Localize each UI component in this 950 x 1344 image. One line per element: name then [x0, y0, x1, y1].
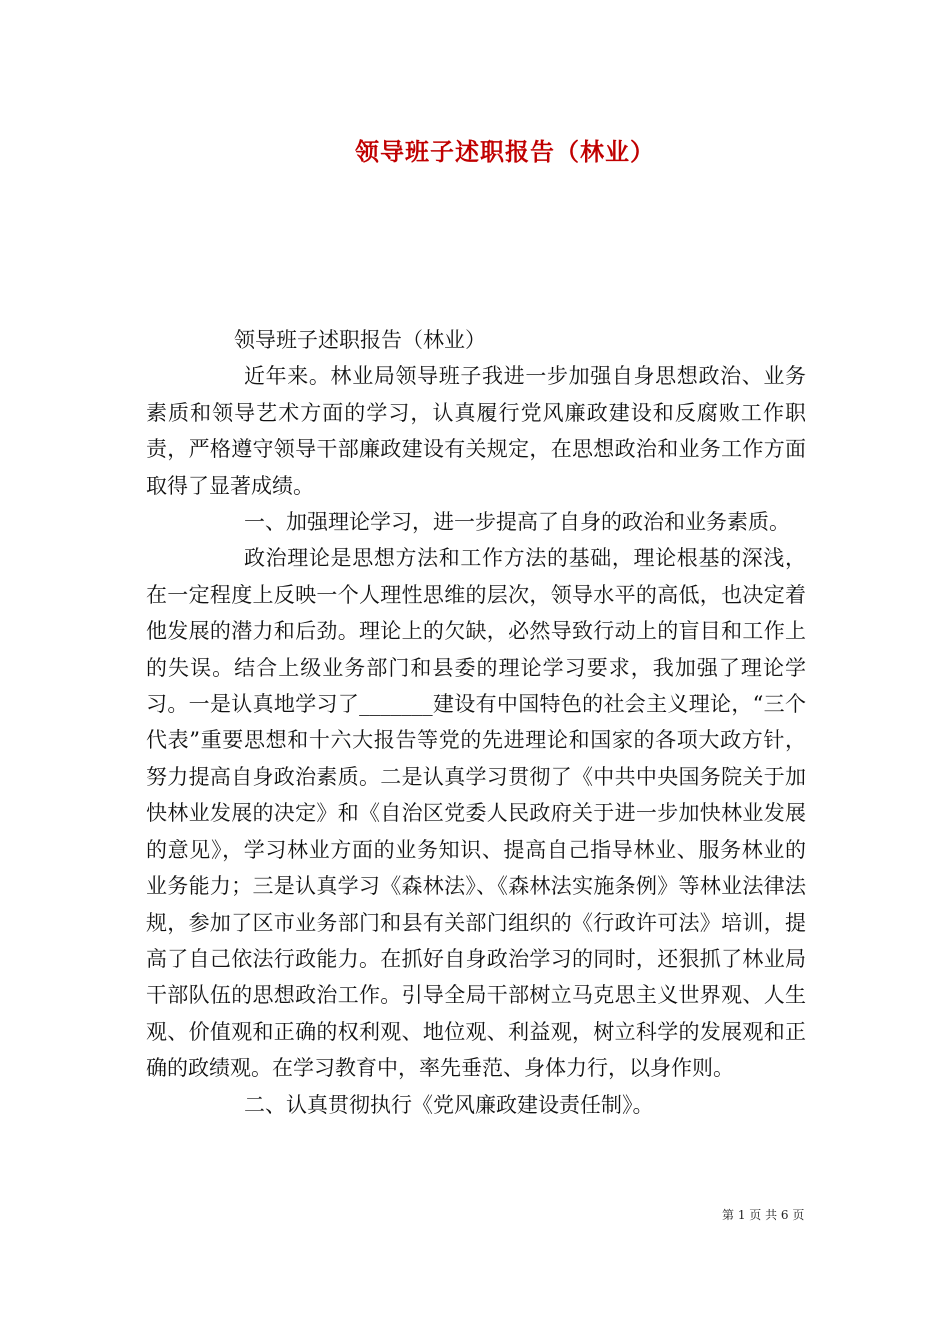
- page-title: 领导班子述职报告（林业）: [355, 137, 655, 166]
- section-heading-1: 一、加强理论学习，进一步提高了自身的政治和业务素质。: [244, 510, 790, 535]
- paragraph-intro: 近年来。林业局领导班子我进一步加强自身思想政治、业务素质和领导艺术方面的学习，认真履行党风廉政建设和反腐败工作职责，严格遵守领导干部廉政建设有关规定，在思想政治和业务工作方面取得了显著成绩。: [146, 364, 806, 498]
- section-heading-2: 二、认真贯彻执行《党风廉政建设责任制》。: [244, 1092, 654, 1117]
- document-subtitle: 领导班子述职报告（林业）: [234, 328, 486, 352]
- document-body: [146, 322, 806, 1123]
- page-number: 第 1 页 共 6 页: [722, 1208, 805, 1222]
- paragraph-theory-study: 政治理论是思想方法和工作方法的基础，理论根基的深浅，在一定程度上反映一个人理性思维的层次，领导水平的高低，也决定着他发展的潜力和后劲。理论上的欠缺，必然导致行动上的盲目和工作上的失误。结合上级业务部门和县委的理论学习要求，我加强了理论学习。一是认真地学习了_______建设有中国特色的社会主义理论，“三个代表”重要思想和十六大报告等党的先进理论和国家的各项大政方针，努力提高自身政治素质。二是认真学习贯彻了《中共中央国务院关于加快林业发展的决定》和《自治区党委人民政府关于进一步加快林业发展的意见》，学习林业方面的业务知识、提高自己指导林业、服务林业的业务能力；三是认真学习《森林法》、《森林法实施条例》等林业法律法规，参加了区市业务部门和县有关部门组织的《行政许可法》培训，提高了自己依法行政能力。在抓好自身政治学习的同时，还狠抓了林业局干部队伍的思想政治工作。引导全局干部树立马克思主义世界观、人生观、价值观和正确的权利观、地位观、利益观，树立科学的发展观和正确的政绩观。在学习教育中，率先垂范、身体力行，以身作则。: [146, 546, 806, 1081]
